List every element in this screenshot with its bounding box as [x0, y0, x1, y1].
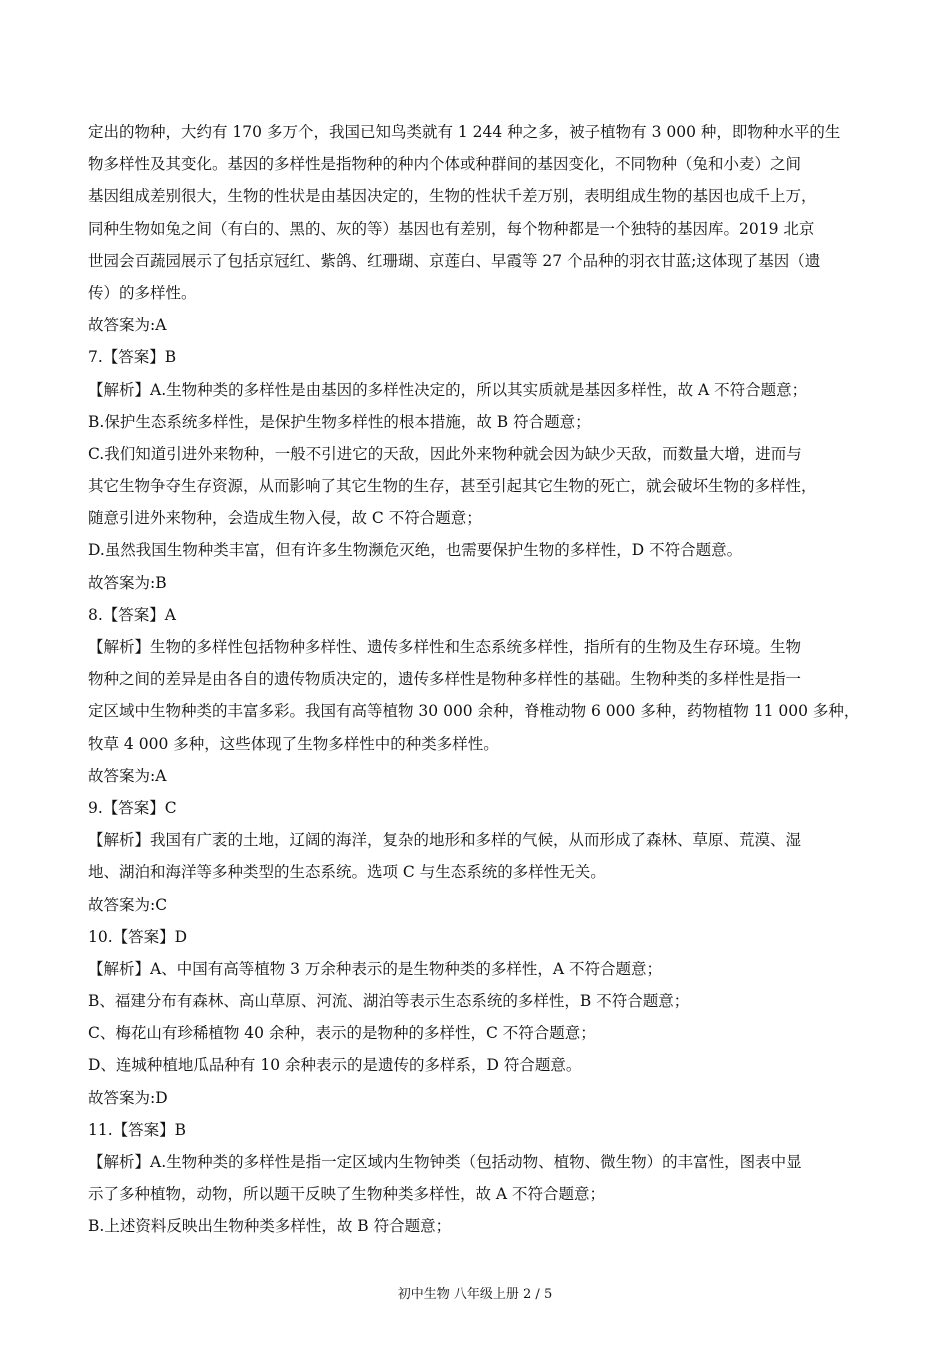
text-line: 基因组成差别很大，生物的性状是由基因决定的，生物的性状千差万别，表明组成生物的基因也成千上万，	[88, 187, 817, 206]
text-line: 【解析】A、中国有高等植物 3 万余种表示的是生物种类的多样性，A 不符合题意；	[88, 959, 663, 978]
text-line: B.保护生态系统多样性，是保护生物多样性的根本措施，故 B 符合题意；	[88, 412, 591, 431]
text-line: 同种生物如兔之间（有白的、黑的、灰的等）基因也有差别，每个物种都是一个独特的基因库。2019 北京	[88, 219, 815, 238]
answer-conclusion: 故答案为:A	[88, 766, 167, 785]
text-line: B.上述资料反映出生物种类多样性，故 B 符合题意；	[88, 1217, 452, 1236]
answer-conclusion: 故答案为:B	[88, 573, 167, 592]
text-line: C.我们知道引进外来物种，一般不引进它的天敌，因此外来物种就会因为缺少天敌，而数量大增，进而与	[88, 444, 802, 463]
text-line: 【解析】生物的多样性包括物种多样性、遗传多样性和生态系统多样性，指所有的生物及生存环境。生物	[88, 638, 802, 656]
text-line: 【解析】A.生物种类的多样性是由基因的多样性决定的，所以其实质就是基因多样性，故 A 不符合题意；	[88, 380, 808, 399]
text-line: 世园会百蔬园展示了包括京冠红、紫鸽、红珊瑚、京莲白、早霞等 27 个品种的羽衣甘蓝;这体现了基因（遗	[88, 251, 821, 270]
answer-conclusion: 故答案为:D	[88, 1088, 168, 1107]
answer-heading-8: 8.【答案】A	[88, 605, 176, 624]
text-line: 随意引进外来物种，会造成生物入侵，故 C 不符合题意；	[88, 509, 482, 528]
text-line: D.虽然我国生物种类丰富，但有许多生物濒危灭绝，也需要保护生物的多样性，D 不符合题意。	[88, 541, 743, 560]
text-line: 其它生物争夺生存资源，从而影响了其它生物的生存，甚至引起其它生物的死亡，就会破坏生物的多样性，	[88, 477, 817, 496]
text-line: 牧草 4 000 多种，这些体现了生物多样性中的种类多样性。	[88, 734, 499, 753]
text-line: 地、湖泊和海洋等多种类型的生态系统。选项 C 与生态系统的多样性无关。	[88, 863, 606, 882]
answer-heading-11: 11.【答案】B	[88, 1120, 187, 1139]
text-line: D、连城种植地瓜品种有 10 余种表示的是遗传的多样系，D 符合题意。	[88, 1056, 582, 1075]
answer-heading-10: 10.【答案】D	[88, 927, 188, 946]
answer-conclusion: 故答案为:C	[88, 895, 168, 914]
answer-conclusion: 故答案为:A	[88, 316, 167, 335]
answer-heading-7: 7.【答案】B	[88, 348, 177, 367]
text-line: 传）的多样性。	[88, 283, 197, 302]
text-line: 物多样性及其变化。基因的多样性是指物种的种内个体或种群间的基因变化，不同物种（兔和小麦）之间	[88, 155, 802, 174]
answer-content	[88, 116, 868, 1243]
text-line: 【解析】A.生物种类的多样性是指一定区域内生物钟类（包括动物、植物、微生物）的丰富性，图表中显	[88, 1153, 802, 1171]
text-line: C、梅花山有珍稀植物 40 余种，表示的是物种的多样性，C 不符合题意；	[88, 1024, 596, 1043]
text-line: 定区域中生物种类的丰富多彩。我国有高等植物 30 000 余种，脊椎动物 6 000 多种，药物植物 11 000 多种，	[88, 702, 860, 721]
page-footer: 初中生物 八年级上册 2 / 5	[397, 1287, 553, 1302]
text-line: 物种之间的差异是由各自的遗传物质决定的，遗传多样性是物种多样性的基础。生物种类的多样性是指一	[88, 670, 802, 689]
text-line: 定出的物种，大约有 170 多万个，我国已知鸟类就有 1 244 种之多，被子植物有 3 000 种，即物种水平的生	[88, 123, 841, 141]
answer-heading-9: 9.【答案】C	[88, 798, 177, 817]
text-line: 示了多种植物，动物，所以题干反映了生物种类多样性，故 A 不符合题意；	[88, 1185, 606, 1204]
text-line: 【解析】我国有广袤的土地，辽阔的海洋，复杂的地形和多样的气候，从而形成了森林、草原、荒漠、湿	[88, 831, 802, 850]
text-line: B、福建分布有森林、高山草原、河流、湖泊等表示生态系统的多样性，B 不符合题意；	[88, 992, 690, 1011]
